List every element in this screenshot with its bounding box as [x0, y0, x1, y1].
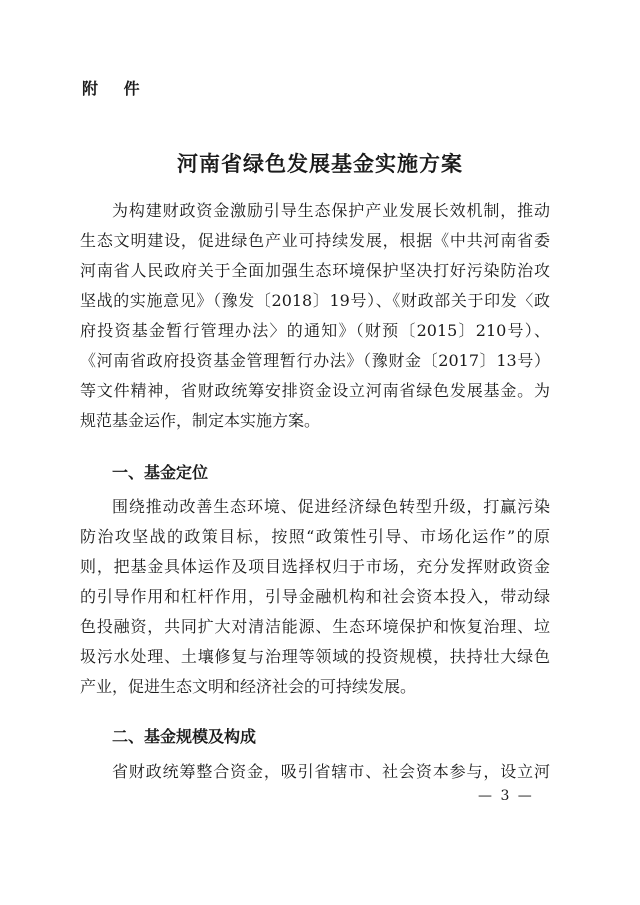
text-line: 围绕推动改善生态环境、促进经济绿色转型升级，打赢污染	[112, 497, 550, 516]
text-line: 的引导作用和杠杆作用，引导金融机构和社会资本投入，带动绿	[80, 587, 550, 606]
text-line: 生态文明建设，促进绿色产业可持续发展，根据《中共河南省委	[80, 231, 550, 250]
text-line: 省财政统筹整合资金，吸引省辖市、社会资本参与，设立河	[112, 762, 550, 781]
text-line: 防治攻坚战的政策目标，按照“政策性引导、市场化运作”的原	[80, 527, 550, 546]
text-line: 色投融资，共同扩大对清洁能源、生态环境保护和恢复治理、垃	[80, 617, 550, 636]
text-line: 为构建财政资金激励引导生态保护产业发展长效机制，推动	[112, 201, 550, 220]
text-line: 规范基金运作，制定本实施方案。	[80, 411, 321, 430]
positioning-paragraph	[80, 492, 550, 702]
annex-label: 附 件	[82, 79, 150, 98]
text-line: 坚战的实施意见》（豫发〔2018〕19号）、《财政部关于印发〈政	[80, 291, 550, 310]
section-heading-scale: 二、基金规模及构成	[112, 727, 257, 746]
text-line: 产业，促进生态文明和经济社会的可持续发展。	[80, 677, 417, 696]
document-title: 河南省绿色发展基金实施方案	[177, 152, 463, 176]
text-line: 河南省人民政府关于全面加强生态环境保护坚决打好污染防治攻	[80, 261, 550, 280]
text-line: 《河南省政府投资基金管理暂行办法》（豫财金〔2017〕13号）	[80, 351, 550, 370]
intro-paragraph	[80, 196, 550, 436]
section-heading-positioning: 一、基金定位	[112, 463, 209, 482]
page-number: — 3 —	[478, 788, 534, 804]
text-line: 等文件精神，省财政统筹安排资金设立河南省绿色发展基金。为	[80, 381, 550, 400]
text-line: 府投资基金暂行管理办法〉的通知》（财预〔2015〕210号）、	[80, 321, 550, 340]
scale-paragraph	[80, 757, 550, 787]
text-line: 则，把基金具体运作及项目选择权归于市场，充分发挥财政资金	[80, 557, 550, 576]
text-line: 圾污水处理、土壤修复与治理等领域的投资规模，扶持壮大绿色	[80, 647, 550, 666]
